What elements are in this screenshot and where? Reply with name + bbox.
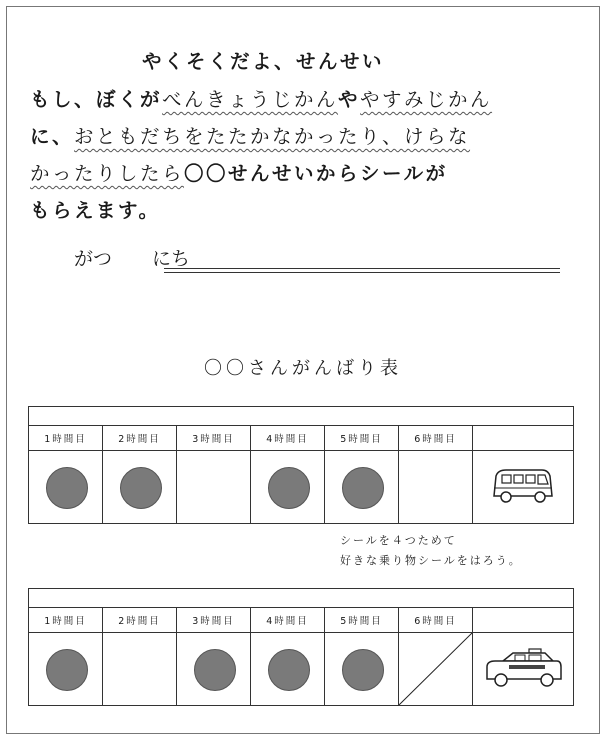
sticker-cell[interactable] xyxy=(103,633,177,705)
grid-top-strip xyxy=(29,407,573,426)
day-label: にち xyxy=(152,248,191,270)
letter-line-3-a: かったりしたら xyxy=(30,162,185,185)
sticker-cell[interactable] xyxy=(251,451,325,523)
sticker-cell[interactable] xyxy=(399,451,473,523)
letter-line-2-b: おともだちをたたかなかったり、けらな xyxy=(74,125,471,148)
police-car-sticker-icon xyxy=(483,647,563,691)
sticker-dot-icon xyxy=(268,467,310,509)
date-write-line[interactable] xyxy=(164,268,560,273)
letter-title: やくそくだよ、せんせい xyxy=(142,50,385,73)
period-headers xyxy=(29,426,573,451)
sticker-cell-crossed[interactable] xyxy=(399,633,473,705)
letter-line-2-a: に、 xyxy=(30,125,75,148)
period-header: 5時間目 xyxy=(325,426,399,450)
sticker-cell[interactable] xyxy=(177,633,251,705)
sticker-dot-icon xyxy=(342,467,384,509)
sticker-cell[interactable] xyxy=(251,633,325,705)
sticker-dot-icon xyxy=(268,649,310,691)
sticker-dot-icon xyxy=(194,649,236,691)
period-header: 2時間目 xyxy=(103,608,177,632)
prize-header xyxy=(473,426,573,450)
progress-grid-2 xyxy=(28,588,574,706)
table-title: 〇〇さんがんばり表 xyxy=(204,358,402,379)
period-header: 4時間目 xyxy=(251,426,325,450)
letter-line-1-c: や xyxy=(338,88,361,111)
sticker-cell[interactable] xyxy=(29,451,103,523)
period-header: 3時間目 xyxy=(177,608,251,632)
date-row xyxy=(74,244,190,271)
letter-line-1-a: もし、ぼくが xyxy=(30,88,163,111)
prize-cell[interactable] xyxy=(473,451,573,523)
period-header: 6時間目 xyxy=(399,608,473,632)
sticker-cells xyxy=(29,451,573,523)
sticker-cell[interactable] xyxy=(325,451,399,523)
sticker-cell[interactable] xyxy=(103,451,177,523)
letter-line-1-b: べんきょうじかん xyxy=(162,88,339,111)
period-headers xyxy=(29,608,573,633)
sticker-dot-icon xyxy=(342,649,384,691)
letter-line-2 xyxy=(30,121,470,149)
period-header: 3時間目 xyxy=(177,426,251,450)
cross-out-slash xyxy=(399,633,472,705)
sticker-dot-icon xyxy=(46,467,88,509)
letter-line-1 xyxy=(30,84,492,112)
letter-line-3 xyxy=(30,158,448,186)
prize-cell[interactable] xyxy=(473,633,573,705)
sticker-cell[interactable] xyxy=(325,633,399,705)
sticker-cell[interactable] xyxy=(177,451,251,523)
grid-top-strip xyxy=(29,589,573,608)
period-header: 2時間目 xyxy=(103,426,177,450)
period-header: 6時間目 xyxy=(399,426,473,450)
letter-line-4: もらえます。 xyxy=(30,199,161,222)
month-label: がつ xyxy=(74,248,113,270)
note-line-2: 好きな乗り物シールをはろう。 xyxy=(340,554,522,567)
period-header: 1時間目 xyxy=(29,608,103,632)
sticker-cell[interactable] xyxy=(29,633,103,705)
progress-grid-1 xyxy=(28,406,574,524)
note-line-1: シールを４つためて xyxy=(340,534,457,547)
prize-header xyxy=(473,608,573,632)
period-header: 5時間目 xyxy=(325,608,399,632)
period-header: 4時間目 xyxy=(251,608,325,632)
letter-line-3-b: 〇〇せんせいからシールが xyxy=(184,162,448,185)
sticker-dot-icon xyxy=(120,467,162,509)
van-sticker-icon xyxy=(490,466,556,508)
sticker-cells xyxy=(29,633,573,705)
period-header: 1時間目 xyxy=(29,426,103,450)
letter-line-1-d: やすみじかん xyxy=(360,88,493,111)
sticker-dot-icon xyxy=(46,649,88,691)
